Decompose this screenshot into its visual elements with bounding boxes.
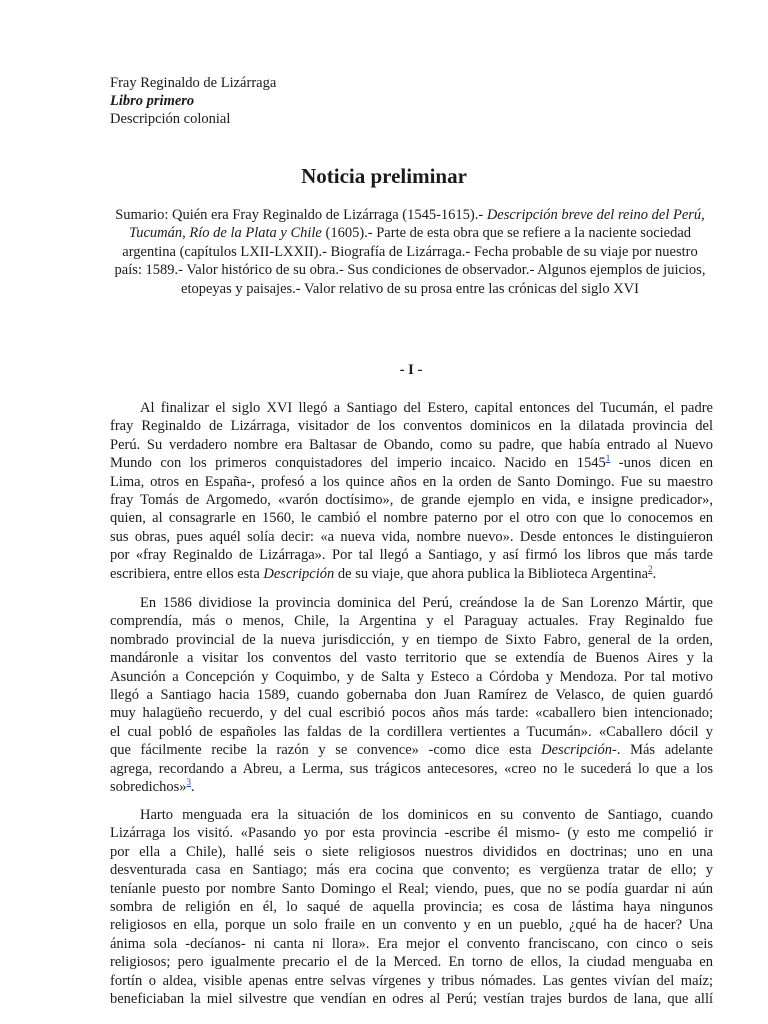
paragraph-line: Al finalizar el siglo XVI llegó a Santiago del Estero, capital entonces del Tucumán, el padre [140,400,713,416]
paragraph-line: Harto menguada era la situación de los dominicos en su convento de Santiago, cuando [140,807,713,823]
paragraph-line: el cual pobló de españoles las faldas de la cordillera vertientes a Tucumán». «Caballero dócil y [110,723,713,740]
paragraph-line: religiosos; pero igualmente precario el de la Merced. En torno de ellos, la ciudad menguaba en [110,954,713,971]
paragraph-line: quien, al consagrarle en 1560, le cambió el nombre paterno por el otro con que lo conocemos en [110,510,713,527]
paragraph-1 [110,399,713,583]
paragraph-line: sobredichos»$^3$. [110,777,195,796]
paragraph-line: ánima sola -decíanos- ni canta ni llora». Era mejor el convento franciscano, con cinco o seis [110,935,713,952]
paragraph-line: llegó a Santiago hacia 1589, cuando gobernaba don Juan Ramírez de Velasco, de quien guardó [110,687,713,704]
paragraph-line: Mundo con los primeros conquistadores del imperio incaico. Nacido en 1545$^1$ -unos dicen en [110,453,713,472]
paragraph-line: Asunción a Concepción y Coquimbo, y de Salta y Esteco a Córdoba y Mendoza. Por tal motivo [110,668,713,685]
summary-book-title: Descripción breve del reino del Perú, Tucumán, Río de la Plata y Chile [128,207,705,242]
paragraph-line: religiosos en ella, porque un solo fraile en un convento y en un pueblo, ¿qué ha de hacer? Una [110,917,713,934]
paragraph-line: fray Tomás de Argomedo, «varón doctísimo», de grande ejemplo en vida, e insigne predicador», [110,492,713,509]
paragraph-line: Lima, otros en España-, profesó a los quince años en la orden de Santo Domingo. Fue su maestro [110,473,713,490]
footnote-link-3[interactable]: 3 [186,777,192,788]
paragraph-line: nombrado provincial de la nueva jurisdicción, y en tiempo de Sixto Fabro, general de la orden, [110,631,713,648]
paragraph-line: En 1586 dividiose la provincia dominica del Perú, creándose la de San Lorenzo Mártir, que [140,595,713,611]
document-header [110,74,276,128]
paragraph-line: fray Reginaldo de Lizárraga, visitador de los conventos dominicos en la dilatada provincia del [110,418,713,435]
paragraph-line: sus obras, pues aquél solía decir: «a nueva vida, nombre nuevo». Desde entonces le distinguieron [110,528,713,545]
paragraph-line: desventurada casa en Santiago; más era cocina que convento; es vergüenza tratar de ello; y [110,862,713,879]
paragraph-line: comprendía, más o menos, Chile, la Argentina y el Paraguay actuales. Fray Reginaldo fue [110,613,713,630]
summary-text-1: Sumario: Quién era Fray Reginaldo de Lizárraga (1545-1615).- [115,207,487,223]
summary [110,206,710,298]
paragraph-line: muy halagüeño recuerdo, y del cual escribió pocos años más tarde: «caballero bien intencionado; [110,705,713,722]
subtitle-line: Descripción colonial [110,111,231,127]
page-title: Noticia preliminar [301,164,467,188]
author-line: Fray Reginaldo de Lizárraga [110,75,277,91]
paragraph-line: teníanle puesto por nombre Santo Domingo el Real; viendo, pues, que no se podía guardar ni aún [110,880,713,897]
paragraph-line: agrega, recordando a Abreu, a Lerma, sus trágicos antecesores, «creo no le sucederá lo que a los [110,760,713,777]
paragraph-line: Lizárraga los visitó. «Pasando yo por esta provincia -escribe él mismo- (y esto me compelió ir [110,825,713,842]
footnote-link-1[interactable]: 1 [605,453,611,464]
paragraph-2 [110,594,713,796]
paragraph-3 [110,806,713,1008]
summary-text-2: (1605).- Parte de esta obra que se refiere a la naciente sociedad argentina (capítulos LXII-LXXII).- Biografía de Lizárraga.- Fecha probable de su viaje por nuestro país: 1589.- Valor histórico de su obra.- Sus condiciones de observador.- Algunos ejemplos de juicios, etopeyas y paisajes.- Valor relativo de su prosa entre las crónicas del siglo XVI [114,225,706,297]
paragraph-line: Perú. Su verdadero nombre era Baltasar de Obando, como su padre, que había entrado al Nuevo [110,436,713,453]
footnote-link-2[interactable]: 2 [648,563,653,574]
paragraph-line: por «fray Reginaldo de Lizárraga». Por tal llegó a Santiago, y así firmó los libros que más tarde [110,547,713,564]
paragraph-line: beneficiaban la miel silvestre que vendían en odres al Perú; vestían trajes burdos de lana, que allí [110,991,713,1008]
paragraph-line: que fácilmente recibe la razón y se convence» -como dice esta Descripción-. Más adelante [110,742,713,759]
section-heading: - I - [399,362,423,378]
paragraph-line: fortín o aldea, visible apenas entre selvas vírgenes y tribus nómades. Las gentes vivían del maíz; [110,972,713,989]
paragraph-line: sombra de religión en él, lo saqué de aquella provincia; es cosa de lástima haya ningunos [110,899,713,916]
paragraph-line: por ella a Chile), hallé seis o siete religiosos nuestros divididos en doctrinas; uno en una [110,843,713,860]
paragraph-line: mandáronle a visitar los conventos del vasto territorio que se extendía de Buenos Aires y la [110,650,713,667]
book-line: Libro primero [110,93,195,109]
paragraph-line: escribiera, entre ellos esta Descripción de su viaje, que ahora publica la Biblioteca Argentina$^2$. [110,563,657,582]
